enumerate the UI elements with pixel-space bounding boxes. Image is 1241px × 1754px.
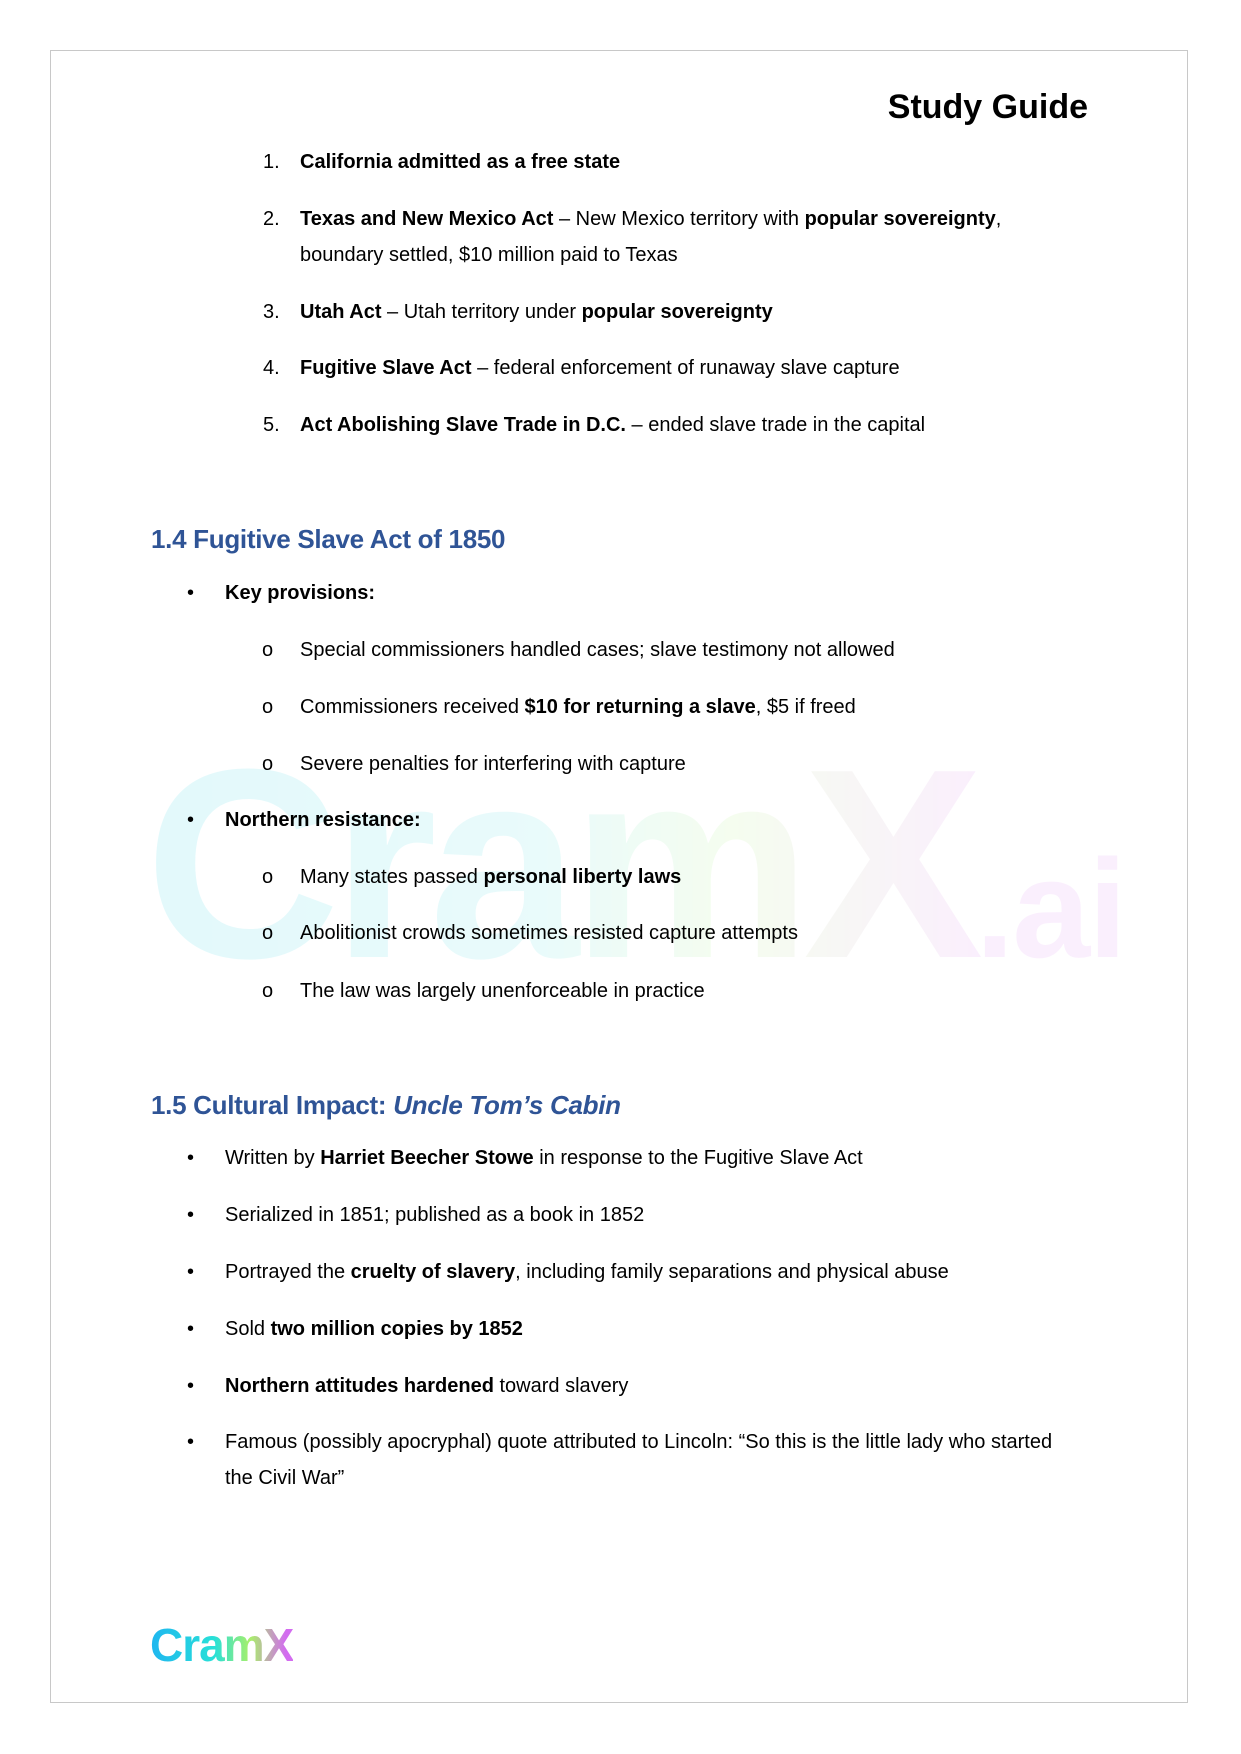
watermark-logo: CramX.ai xyxy=(145,714,1126,1015)
bullet: • xyxy=(187,1375,195,1397)
list-number: 3. xyxy=(263,301,280,323)
bullet: • xyxy=(187,1204,195,1226)
section-heading: 1.4 Fugitive Slave Act of 1850 xyxy=(151,524,506,554)
sub-bullet-item: The law was largely unenforceable in practice xyxy=(300,980,705,1002)
bullet-item-continuation: the Civil War” xyxy=(225,1467,345,1489)
bullet-item: Serialized in 1851; published as a book in 1852 xyxy=(225,1204,645,1226)
sub-bullet: o xyxy=(262,753,274,775)
bullet-item: Famous (possibly apocryphal) quote attributed to Lincoln: “So this is the little lady who started xyxy=(225,1431,1053,1453)
sub-bullet: o xyxy=(262,639,274,661)
sub-bullet: o xyxy=(262,922,274,944)
list-item: Utah Act – Utah territory under popular sovereignty xyxy=(300,301,773,323)
list-number: 1. xyxy=(263,151,280,173)
sub-bullet: o xyxy=(262,696,274,718)
bullet: • xyxy=(187,1147,195,1169)
bullet-item: Key provisions: xyxy=(225,582,376,604)
bullet-item: Sold two million copies by 1852 xyxy=(225,1318,523,1340)
cramx-logo: CramX xyxy=(150,1619,294,1671)
section-heading: 1.5 Cultural Impact: Uncle Tom’s Cabin xyxy=(151,1090,621,1120)
sub-bullet-item: Severe penalties for interfering with capture xyxy=(300,753,686,775)
sub-bullet: o xyxy=(262,980,274,1002)
bullet-item: Northern attitudes hardened toward slavery xyxy=(225,1375,629,1397)
list-item: Act Abolishing Slave Trade in D.C. – ended slave trade in the capital xyxy=(300,414,926,436)
sub-bullet: o xyxy=(262,866,274,888)
page-title: Study Guide xyxy=(887,88,1088,126)
list-item-continuation: boundary settled, $10 million paid to Texas xyxy=(300,244,678,266)
bullet: • xyxy=(187,1318,195,1340)
list-item: Texas and New Mexico Act – New Mexico territory with popular sovereignty, xyxy=(300,208,1002,230)
bullet: • xyxy=(187,1261,195,1283)
bullet-item: Portrayed the cruelty of slavery, including family separations and physical abuse xyxy=(225,1261,949,1283)
sub-bullet-item: Special commissioners handled cases; slave testimony not allowed xyxy=(300,639,895,661)
bullet: • xyxy=(187,1431,195,1453)
list-item: Fugitive Slave Act – federal enforcement of runaway slave capture xyxy=(300,357,900,379)
list-number: 5. xyxy=(263,414,280,436)
bullet-item: Northern resistance: xyxy=(225,809,421,831)
list-item: California admitted as a free state xyxy=(300,151,621,173)
list-number: 2. xyxy=(263,208,280,230)
sub-bullet-item: Many states passed personal liberty laws xyxy=(300,866,682,888)
bullet: • xyxy=(187,809,195,831)
list-number: 4. xyxy=(263,357,280,379)
sub-bullet-item: Abolitionist crowds sometimes resisted capture attempts xyxy=(300,922,798,944)
bullet-item: Written by Harriet Beecher Stowe in response to the Fugitive Slave Act xyxy=(225,1147,863,1169)
sub-bullet-item: Commissioners received $10 for returning a slave, $5 if freed xyxy=(300,696,856,718)
bullet: • xyxy=(187,582,195,604)
